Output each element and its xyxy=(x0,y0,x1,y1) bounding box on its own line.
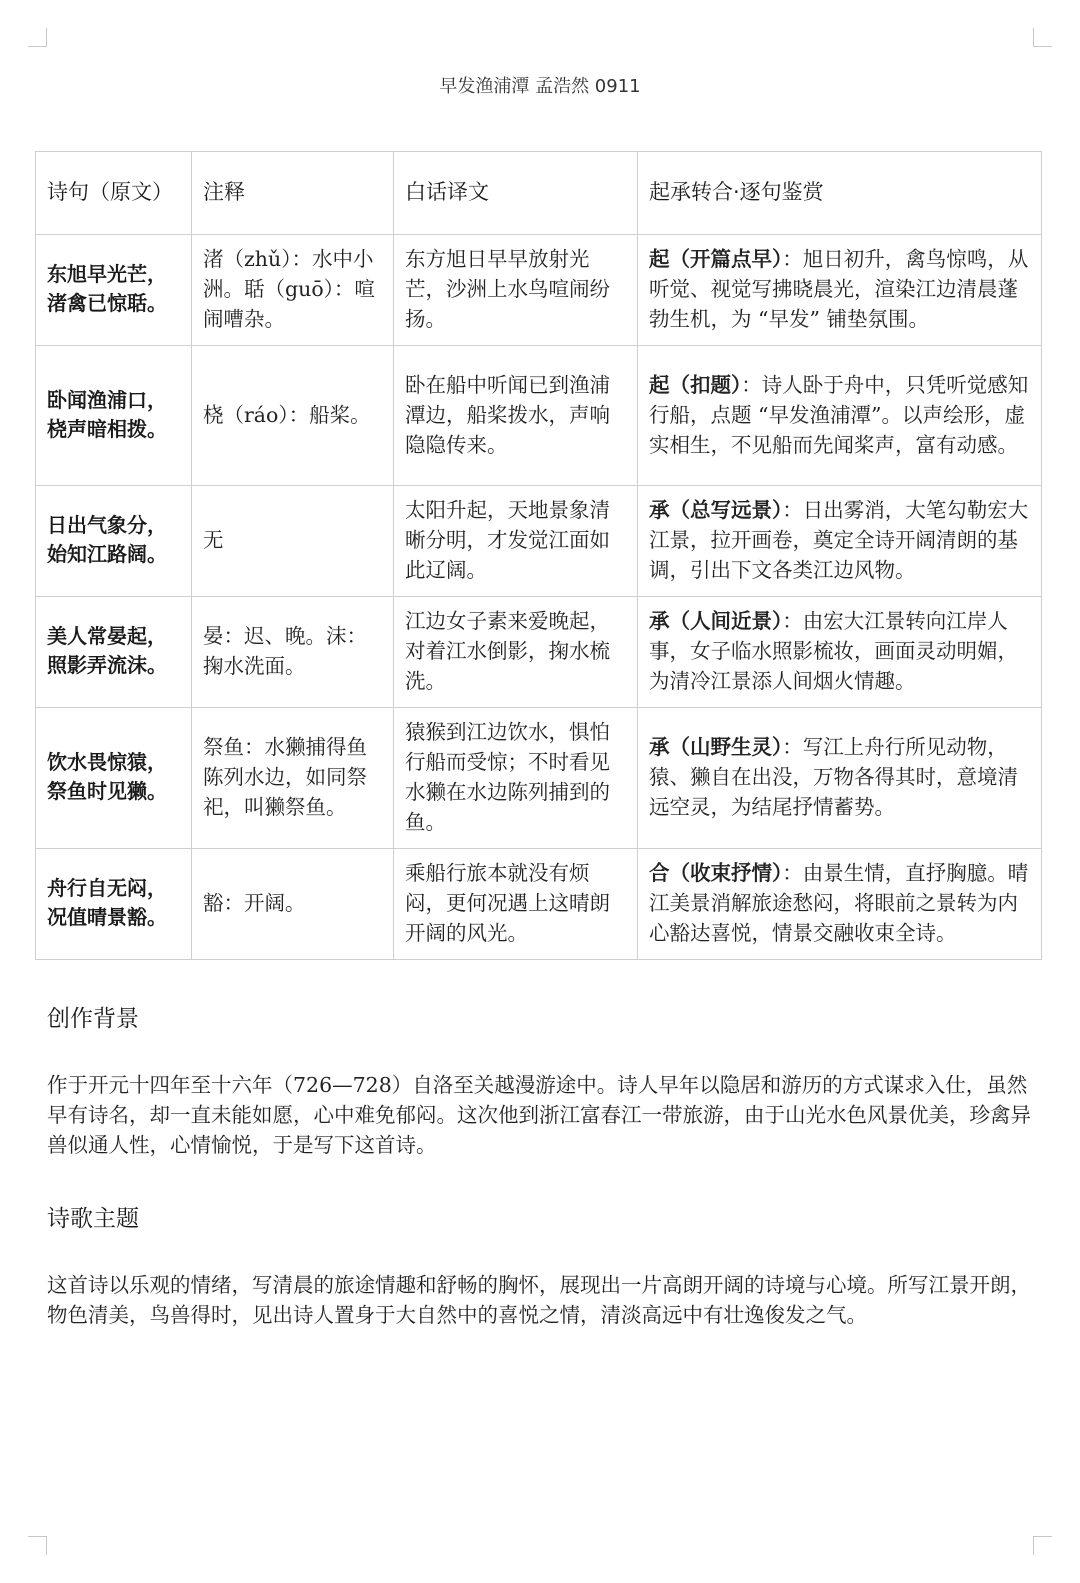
page-title: 早发渔浦潭 孟浩然 0911 xyxy=(439,76,641,97)
appreciation-cell xyxy=(638,849,1042,960)
appreciation-text: ：旭日初升，禽鸟惊鸣，从听觉、视觉写拂晓晨光，渲染江边清晨蓬勃生机，为 “早发” 铺垫氛围。 xyxy=(649,247,1029,331)
appreciation-cell xyxy=(638,597,1042,708)
table-row xyxy=(36,346,1042,486)
table-row xyxy=(36,597,1042,708)
verse-line: 渚禽已惊聒。 xyxy=(47,291,167,315)
note-cell: 祭鱼：水獭捕得鱼陈列水边，如同祭祀，叫獭祭鱼。 xyxy=(192,708,394,849)
verse-cell xyxy=(36,708,192,849)
table-row xyxy=(36,235,1042,346)
appreciation-lead: 起（扣题） xyxy=(649,372,742,397)
appreciation-cell xyxy=(638,708,1042,849)
note-cell: 晏：迟、晚。沫：掬水洗面。 xyxy=(192,597,394,708)
verse-cell xyxy=(36,597,192,708)
verse-line: 舟行自无闷， xyxy=(47,876,167,900)
note-cell: 豁：开阔。 xyxy=(192,849,394,960)
crop-mark-bottom-right xyxy=(1033,1536,1052,1555)
table-row xyxy=(36,849,1042,960)
appreciation-cell xyxy=(638,235,1042,346)
verse-line: 祭鱼时见獭。 xyxy=(47,779,167,803)
crop-mark-top-left xyxy=(28,28,47,47)
verse-line: 桡声暗相拨。 xyxy=(47,416,167,441)
appreciation-lead: 承（总写远景） xyxy=(649,498,783,522)
verse-cell xyxy=(36,849,192,960)
appreciation-cell xyxy=(638,346,1042,486)
theme-heading: 诗歌主题 xyxy=(47,1206,139,1232)
appreciation-text: ：写江上舟行所见动物，猿、獭自在出没，万物各得其时，意境清远空灵，为结尾抒情蓄势。 xyxy=(649,735,1018,819)
verse-cell xyxy=(36,235,192,346)
header-translation: 白话译文 xyxy=(394,152,638,235)
note-cell: 桡（ráo）：船桨。 xyxy=(192,346,394,486)
translation-cell: 太阳升起，天地景象清晰分明，才发觉江面如此辽阔。 xyxy=(394,486,638,597)
header-notes: 注释 xyxy=(192,152,394,235)
appreciation-text: ：由宏大江景转向江岸人事，女子临水照影梳妆，画面灵动明媚，为清冷江景添人间烟火情趣。 xyxy=(649,609,1018,693)
note-cell: 无 xyxy=(192,486,394,597)
table-header-row xyxy=(36,152,1042,235)
translation-cell: 江边女子素来爱晚起，对着江水倒影，掬水梳洗。 xyxy=(394,597,638,708)
verse-cell xyxy=(36,346,192,486)
translation-cell: 乘船行旅本就没有烦闷，更何况遇上这晴朗开阔的风光。 xyxy=(394,849,638,960)
poem-table xyxy=(35,151,1042,960)
appreciation-cell xyxy=(638,486,1042,597)
table-row xyxy=(36,708,1042,849)
translation-cell: 卧在船中听闻已到渔浦潭边，船桨拨水，声响隐隐传来。 xyxy=(394,346,638,486)
appreciation-text: ：由景生情，直抒胸臆。晴江美景消解旅途愁闷，将眼前之景转为内心豁达喜悦，情景交融收束全诗。 xyxy=(649,861,1029,945)
appreciation-lead: 承（人间近景） xyxy=(649,609,783,633)
appreciation-lead: 起（开篇点早） xyxy=(649,247,783,271)
header-verse: 诗句（原文） xyxy=(36,152,192,235)
appreciation-text: ：诗人卧于舟中，只凭听觉感知行船，点题 “早发渔浦潭”。以声绘形，虚实相生，不见船而先闻桨声，富有动感。 xyxy=(649,372,1029,457)
verse-line: 东旭早光芒， xyxy=(47,262,167,286)
background-heading: 创作背景 xyxy=(47,1006,139,1032)
note-cell: 渚（zhǔ）：水中小洲。聒（guō）：喧闹嘈杂。 xyxy=(192,235,394,346)
verse-line: 况值晴景豁。 xyxy=(47,905,167,929)
appreciation-lead: 合（收束抒情） xyxy=(649,861,783,885)
crop-mark-top-right xyxy=(1033,28,1052,47)
verse-line: 卧闻渔浦口， xyxy=(47,387,167,412)
theme-text: 这首诗以乐观的情绪，写清晨的旅途情趣和舒畅的胸怀，展现出一片高朗开阔的诗境与心境。所写江景开朗，物色清美，鸟兽得时，见出诗人置身于大自然中的喜悦之情，清淡高远中有壮逸俊发之气。 xyxy=(47,1273,1031,1327)
header-appreciation: 起承转合·逐句鉴赏 xyxy=(638,152,1042,235)
verse-cell xyxy=(36,486,192,597)
verse-line: 饮水畏惊猿， xyxy=(47,750,167,774)
appreciation-text: ：日出雾消，大笔勾勒宏大江景，拉开画卷，奠定全诗开阔清朗的基调，引出下文各类江边风物。 xyxy=(649,498,1029,582)
verse-line: 始知江路阔。 xyxy=(47,542,167,566)
background-text: 作于开元十四年至十六年（726—728）自洛至关越漫游途中。诗人早年以隐居和游历的方式谋求入仕，虽然早有诗名，却一直未能如愿，心中难免郁闷。这次他到浙江富春江一带旅游，由于山光水色风景优美，珍禽异兽似通人性，心情愉悦，于是写下这首诗。 xyxy=(47,1073,1031,1157)
translation-cell: 东方旭日早早放射光芒，沙洲上水鸟喧闹纷扬。 xyxy=(394,235,638,346)
crop-mark-bottom-left xyxy=(28,1536,47,1555)
verse-line: 照影弄流沫。 xyxy=(47,653,167,677)
table-row xyxy=(36,486,1042,597)
appreciation-lead: 承（山野生灵） xyxy=(649,735,783,759)
verse-line: 日出气象分， xyxy=(47,513,167,537)
translation-cell: 猿猴到江边饮水，惧怕行船而受惊；不时看见水獭在水边陈列捕到的鱼。 xyxy=(394,708,638,849)
verse-line: 美人常晏起， xyxy=(47,624,167,648)
